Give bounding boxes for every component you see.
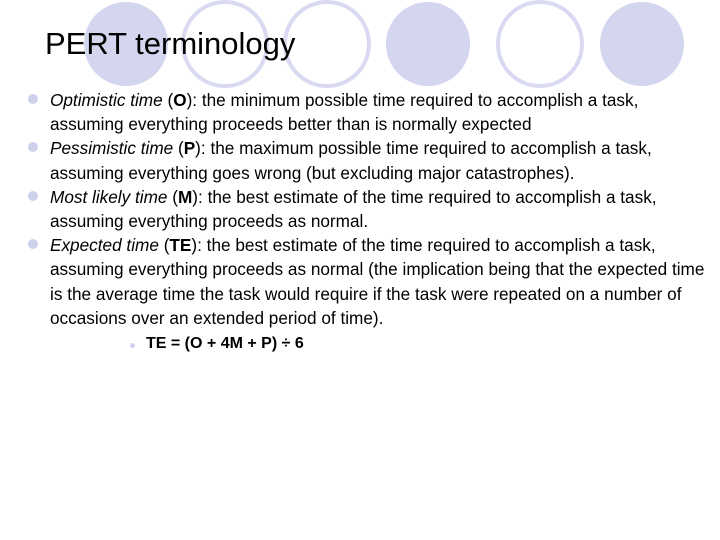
term-definition: ): the best estimate of the time required to accomplish a task, assuming everything proceeds as normal (the implication being that the expected time is the average time the task would require if the task were repeated on a number of occasions over an extended period of time). bbox=[50, 235, 705, 328]
term-open: ( bbox=[162, 90, 174, 110]
decor-circle-4 bbox=[386, 2, 470, 86]
term-label: Expected time bbox=[50, 235, 159, 256]
term-definition: ): the minimum possible time required to accomplish a task, assuming everything proceeds better than is normally expected bbox=[50, 90, 639, 135]
bullet-dot-icon bbox=[28, 191, 38, 201]
sub-bullet-dot-icon bbox=[130, 343, 135, 348]
term-definition: ): the best estimate of the time required to accomplish a task, assuming everything proceeds as normal. bbox=[50, 186, 657, 232]
bullet-list bbox=[0, 88, 720, 356]
term-open: ( bbox=[173, 138, 184, 159]
term-abbreviation: TE bbox=[169, 235, 192, 256]
term-abbreviation: P bbox=[183, 138, 196, 159]
bullet-most-likely bbox=[0, 185, 720, 233]
slide-title: PERT terminology bbox=[45, 26, 296, 61]
bullet-optimistic bbox=[0, 88, 720, 136]
term-label: Pessimistic time bbox=[50, 138, 174, 159]
decor-circle-5 bbox=[498, 2, 582, 86]
term-abbreviation: O bbox=[173, 90, 187, 110]
term-label: Optimistic time bbox=[50, 90, 163, 110]
decor-circle-6 bbox=[600, 2, 684, 86]
bullet-dot-icon bbox=[28, 142, 38, 152]
bullet-dot-icon bbox=[28, 94, 38, 104]
term-open: ( bbox=[167, 186, 178, 207]
term-open: ( bbox=[158, 235, 170, 256]
term-abbreviation: M bbox=[177, 186, 193, 207]
decor-circle-3 bbox=[285, 2, 369, 86]
expected-time-formula: TE = (O + 4M + P) ÷ 6 bbox=[146, 335, 304, 353]
bullet-expected bbox=[0, 233, 720, 330]
term-label: Most likely time bbox=[50, 186, 168, 207]
formula-item bbox=[0, 332, 720, 356]
term-definition: ): the maximum possible time required to accomplish a task, assuming everything goes wrong (but excluding major catastrophes). bbox=[50, 138, 652, 183]
bullet-dot-icon bbox=[28, 239, 38, 249]
bullet-pessimistic bbox=[0, 136, 720, 184]
